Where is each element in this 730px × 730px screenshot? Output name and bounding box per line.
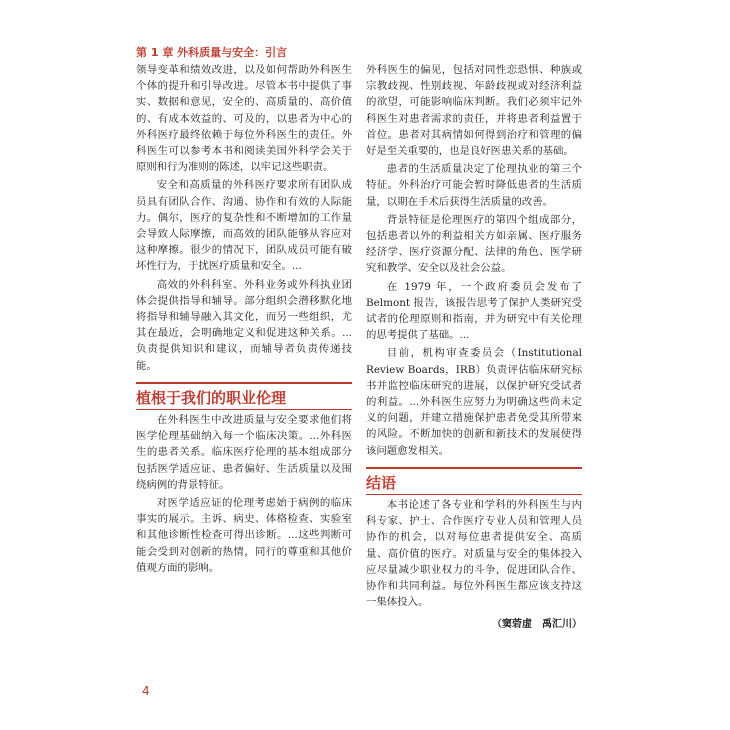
chapter-header: 第 1 章 外科质量与安全：引言 xyxy=(136,46,288,59)
body-paragraph: 对医学适应证的伦理考虑始于病例的临床事实的展示。主诉、病史、体格检查、实验室和其他诊断性检查可得出诊断。...这些判断可能会受到对创新的热情，同行的尊重和其他价值观方面的影响。 xyxy=(136,497,352,574)
body-paragraph: 背景特征是伦理医疗的第四个组成部分，包括患者以外的利益相关方如亲属、医疗服务经济学、医疗资源分配、法律的角色、医学研究和教学、安全以及社会公益。 xyxy=(366,213,582,275)
body-paragraph: 目前，机构审查委员会（Institutional Review Boards，IRB）负责评估临床研究标书并监控临床研究的进展，以保护研究受试者的利益。...外科医生应努力为明确这些尚未定义的问题，并建立措施保护患者免受其所带来的风险。不断加快的创新和新技术的发展使得该问题愈发相关。 xyxy=(366,347,582,457)
body-paragraph: 外科医生的偏见，包括对同性恋恐惧、种族或宗教歧视、性别歧视、年龄歧视或对经济利益的欲望，可能影响临床判断。我们必须牢记外科医生对患者需求的责任，并将患者利益置于首位。患者对其病情如何得到治疗和管理的偏好是至关重要的，也是良好医患关系的基础。 xyxy=(366,64,582,158)
section-title: 结语 xyxy=(366,467,582,491)
body-paragraph: 高效的外科科室、外科业务或外科执业团体会提供指导和辅导。部分组织会潜移默化地将指导和辅导融入其文化，而另一些组织，尤其在最近，会明确地定义和促进这种关系。...负责提供知识和建议，而辅导者负责传递技能。 xyxy=(136,278,352,372)
author-credit: （窦菪虚 禹汇川） xyxy=(492,618,582,630)
section-title: 植根于我们的职业伦理 xyxy=(136,382,352,406)
body-paragraph: 领导变革和绩效改进，以及如何帮助外科医生个体的提升和引导改进。尽管本书中提供了事实、数据和意见，安全的、高质量的、高价值的、有成本效益的、可及的，以患者为中心的外科医疗最终依赖于每位外科医生的责任。外科医生可以参考本书和阅读美国外科学会关于原则和行为准则的陈述，以牢记这些职责。 xyxy=(136,64,352,174)
right-column xyxy=(366,62,582,633)
left-column xyxy=(136,62,352,578)
body-paragraph: 患者的生活质量决定了伦理执业的第三个特征。外科治疗可能会暂时降低患者的生活质量，以期在手术后获得生活质量的改善。 xyxy=(366,163,582,208)
body-paragraph: 在外科医生中改进质量与安全要求他们将医学伦理基础纳入每一个临床决策。...外科医生的患者关系。临床医疗伦理的基本组成部分包括医学适应证、患者偏好、生活质量以及围绕病例的背景特征。 xyxy=(136,414,352,491)
page-number: 4 xyxy=(142,684,150,698)
body-paragraph: 本书论述了各专业和学科的外科医生与内科专家、护士、合作医疗专业人员和管理人员协作的机会，以对每位患者提供安全、高质量、高价值的医疗。对质量与安全的集体投入应尽量减少职业权力的斗争，促进团队合作、协作和共同利益。每位外科医生都应该支持这一集体投入。 xyxy=(366,499,582,609)
body-paragraph: 在 1979 年，一个政府委员会发布了 Belmont 报告，该报告思考了保护人类研究受试者的伦理原则和指南，并为研究中有关伦理的思考提供了基础。... xyxy=(366,280,582,342)
body-paragraph: 安全和高质量的外科医疗要求所有团队成员具有团队合作、沟通、协作和有效的人际能力。偶尔，医疗的复杂性和不断增加的工作量会导致人际摩擦，而高效的团队能够从容应对这种摩擦。很少的情况下，团队成员可能有破坏性行为，于扰医疗质量和安全。... xyxy=(136,179,352,273)
